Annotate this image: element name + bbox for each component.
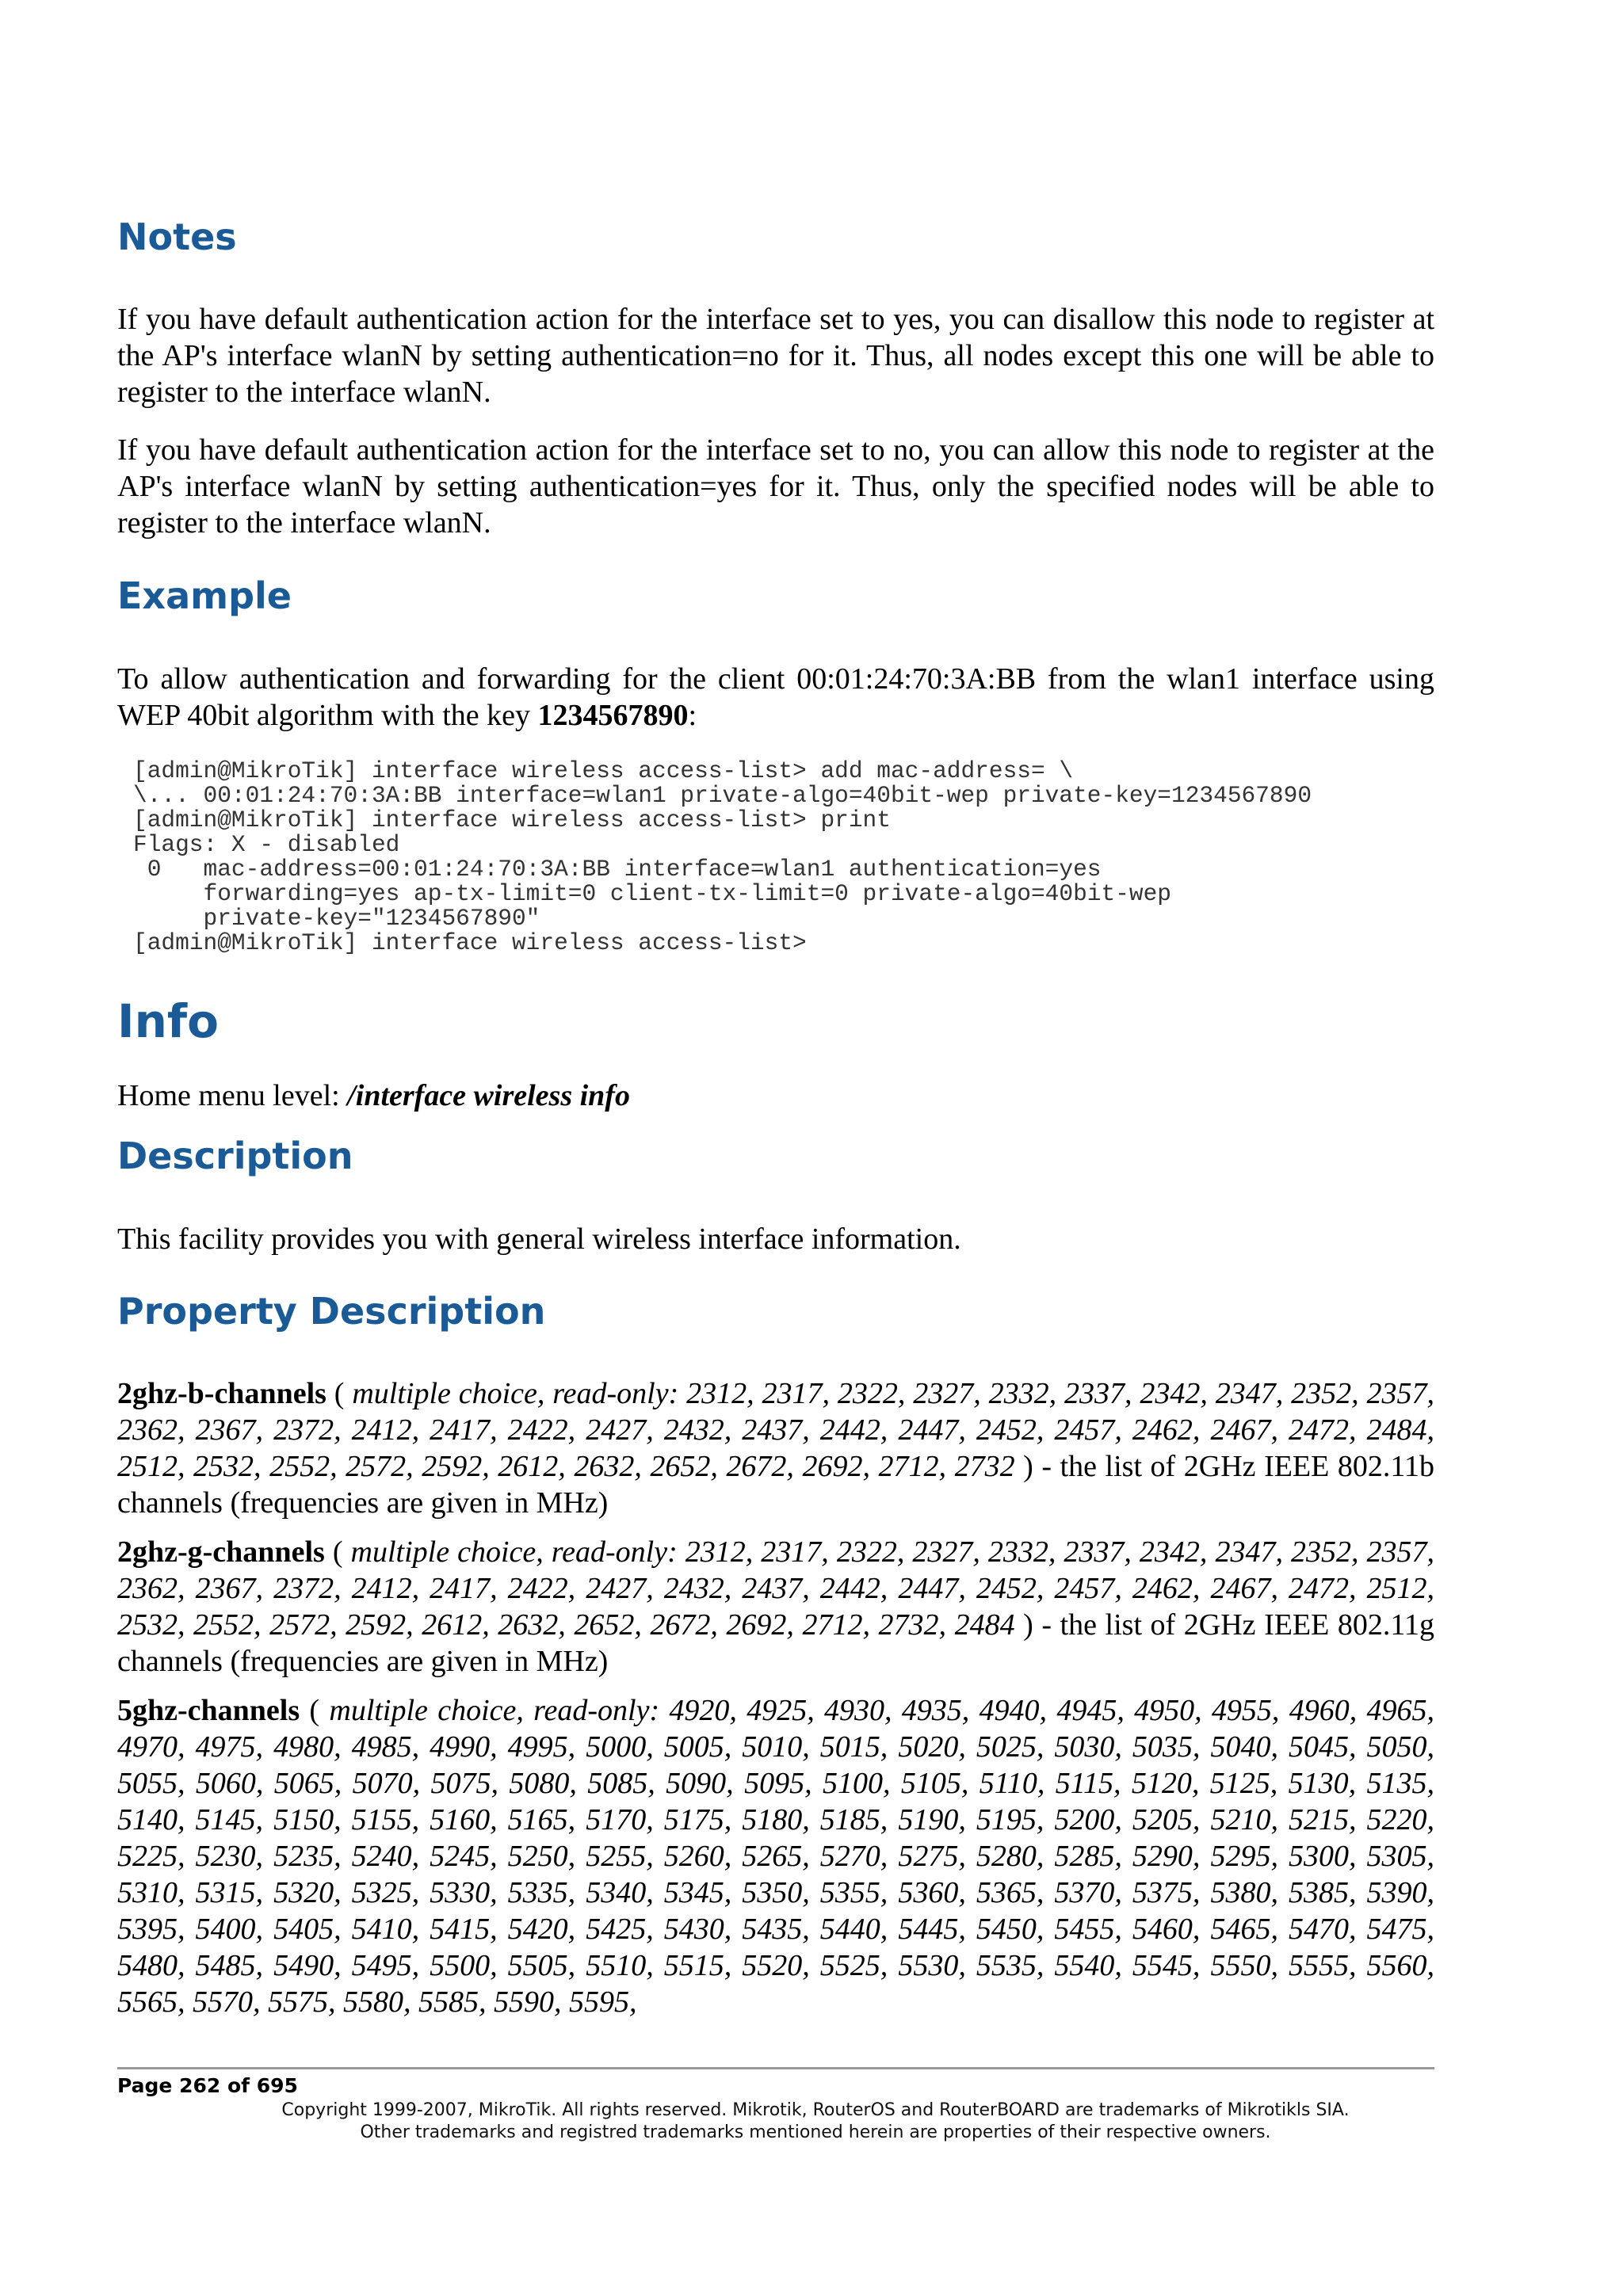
page-content: [117, 0, 1434, 2296]
example-heading: Example: [117, 574, 292, 617]
footer-divider: [117, 2067, 1434, 2069]
footer-copyright-line-1: Copyright 1999-2007, MikroTik. All rights reserved. Mikrotik, RouterOS and RouterBOARD are trademarks of Mikrotikls SIA.: [281, 2100, 1350, 2120]
property-name: 2ghz-g-channels: [117, 1535, 325, 1569]
property-type: multiple choice, read-only: 4920, 4925, 4930, 4935, 4940, 4945, 4950, 4955, 4960, 4965, 4970, 4975, 4980, 4985, 4990, 4995, 5000, 5005, 5010, 5015, 5020, 5025, 5030, 5035, 5040, 5045, 5050, 5055, 5060, 5065, 5070, 5075, 5080, 5085, 5090, 5095, 5100, 5105, 5110, 5115, 5120, 5125, 5130, 5135, 5140, 5145, 5150, 5155, 5160, 5165, 5170, 5175, 5180, 5185, 5190, 5195, 5200, 5205, 5210, 5215, 5220, 5225, 5230, 5235, 5240, 5245, 5250, 5255, 5260, 5265, 5270, 5275, 5280, 5285, 5290, 5295, 5300, 5305, 5310, 5315, 5320, 5325, 5330, 5335, 5340, 5345, 5350, 5355, 5360, 5365, 5370, 5375, 5380, 5385, 5390, 5395, 5400, 5405, 5410, 5415, 5420, 5425, 5430, 5435, 5440, 5445, 5450, 5455, 5460, 5465, 5470, 5475, 5480, 5485, 5490, 5495, 5500, 5505, 5510, 5515, 5520, 5525, 5530, 5535, 5540, 5545, 5550, 5555, 5560, 5565, 5570, 5575, 5580, 5585, 5590, 5595,: [117, 1694, 1435, 2019]
example-intro-colon: :: [688, 699, 697, 732]
notes-paragraph-1: If you have default authentication action for the interface set to yes, you can disallow this node to register at the AP's interface wlanN by setting authentication=no for it. Thus, all nodes except this one will be able to register to the interface wlanN.: [117, 303, 1434, 409]
example-intro-text: To allow authentication and forwarding for the client 00:01:24:70:3A:BB from the wlan1 interface using WEP 40bit algorithm with the key: [117, 662, 1434, 732]
footer-page-number: Page 262 of 695: [117, 2074, 298, 2097]
info-menu-label: Home menu level:: [117, 1079, 348, 1112]
info-heading: Info: [117, 994, 219, 1048]
property-2ghz-g-channels: 2ghz-g-channels ( multiple choice, read-only: 2312, 2317, 2322, 2327, 2332, 2337, 2342, 2347, 2352, 2357, 2362, 2367, 2372, 2412, 2417, 2422, 2427, 2432, 2437, 2442, 2447, 2452, 2457, 2462, 2467, 2472, 2512, 2532, 2552, 2572, 2592, 2612, 2632, 2652, 2672, 2692, 2712, 2732, 2484 ) - the list of 2GHz IEEE 802.11g channels (frequencies are given in MHz): [117, 1535, 1435, 1678]
description-text: This facility provides you with general wireless interface information.: [117, 1222, 961, 1256]
info-menu-path: /interface wireless info: [347, 1079, 630, 1112]
property-5ghz-channels: 5ghz-channels ( multiple choice, read-only: 4920, 4925, 4930, 4935, 4940, 4945, 4950, 4955, 4960, 4965, 4970, 4975, 4980, 4985, 4990, 4995, 5000, 5005, 5010, 5015, 5020, 5025, 5030, 5035, 5040, 5045, 5050, 5055, 5060, 5065, 5070, 5075, 5080, 5085, 5090, 5095, 5100, 5105, 5110, 5115, 5120, 5125, 5130, 5135, 5140, 5145, 5150, 5155, 5160, 5165, 5170, 5175, 5180, 5185, 5190, 5195, 5200, 5205, 5210, 5215, 5220, 5225, 5230, 5235, 5240, 5245, 5250, 5255, 5260, 5265, 5270, 5275, 5280, 5285, 5290, 5295, 5300, 5305, 5310, 5315, 5320, 5325, 5330, 5335, 5340, 5345, 5350, 5355, 5360, 5365, 5370, 5375, 5380, 5385, 5390, 5395, 5400, 5405, 5410, 5415, 5420, 5425, 5430, 5435, 5440, 5445, 5450, 5455, 5460, 5465, 5470, 5475, 5480, 5485, 5490, 5495, 5500, 5505, 5510, 5515, 5520, 5525, 5530, 5535, 5540, 5545, 5550, 5555, 5560, 5565, 5570, 5575, 5580, 5585, 5590, 5595,: [117, 1694, 1435, 2019]
property-2ghz-b-channels: 2ghz-b-channels ( multiple choice, read-only: 2312, 2317, 2322, 2327, 2332, 2337, 2342, 2347, 2352, 2357, 2362, 2367, 2372, 2412, 2417, 2422, 2427, 2432, 2437, 2442, 2447, 2452, 2457, 2462, 2467, 2472, 2484, 2512, 2532, 2552, 2572, 2592, 2612, 2632, 2652, 2672, 2692, 2712, 2732 ) - the list of 2GHz IEEE 802.11b channels (frequencies are given in MHz): [117, 1377, 1434, 1520]
property-type: multiple choice, read-only: 2312, 2317, 2322, 2327, 2332, 2337, 2342, 2347, 2352, 2357, 2362, 2367, 2372, 2412, 2417, 2422, 2427, 2432, 2437, 2442, 2447, 2452, 2457, 2462, 2467, 2472, 2484, 2512, 2532, 2552, 2572, 2592, 2612, 2632, 2652, 2672, 2692, 2712, 2732: [117, 1377, 1434, 1483]
info-menu-level: [117, 1077, 1434, 1114]
notes-heading: Notes: [117, 215, 237, 258]
description-heading: Description: [117, 1135, 353, 1177]
notes-paragraph-2: If you have default authentication action for the interface set to no, you can allow this node to register at the AP's interface wlanN by setting authentication=yes for it. Thus, only the specified nodes will be able to register to the interface wlanN.: [117, 433, 1434, 540]
property-desc: ) - the list of 2GHz IEEE 802.11b channels (frequencies are given in MHz): [117, 1450, 1434, 1520]
property-description-heading: Property Description: [117, 1290, 546, 1333]
property-desc: ) - the list of 2GHz IEEE 802.11g channels (frequencies are given in MHz): [117, 1608, 1434, 1678]
property-name: 5ghz-channels: [117, 1694, 300, 1727]
example-key: 1234567890: [537, 699, 689, 732]
property-name: 2ghz-b-channels: [117, 1377, 327, 1410]
footer-copyright-line-2: Other trademarks and registred trademarks mentioned herein are properties of their respective owners.: [360, 2122, 1271, 2142]
property-type: multiple choice, read-only: 2312, 2317, 2322, 2327, 2332, 2337, 2342, 2347, 2352, 2357, 2362, 2367, 2372, 2412, 2417, 2422, 2427, 2432, 2437, 2442, 2447, 2452, 2457, 2462, 2467, 2472, 2512, 2532, 2552, 2572, 2592, 2612, 2632, 2652, 2672, 2692, 2712, 2732, 2484: [117, 1535, 1435, 1642]
footer-copyright: [117, 2100, 1514, 2144]
example-intro: [117, 661, 1434, 734]
example-code-block: [admin@MikroTik] interface wireless access-list> add mac-address= \ \... 00:01:24:70:3A:BB interface=wlan1 private-algo=40bit-wep private-key=1234567890 [admin@MikroTik] interface wireless access-list> print Flags: X - disabled 0 mac-address=00:01:24:70:3A:BB interface=wlan1 authentication=yes forwarding=yes ap-tx-limit=0 client-tx-limit=0 private-algo=40bit-wep private-key="1234567890" [admin@MikroTik] interface wireless access-list>: [133, 757, 1312, 956]
